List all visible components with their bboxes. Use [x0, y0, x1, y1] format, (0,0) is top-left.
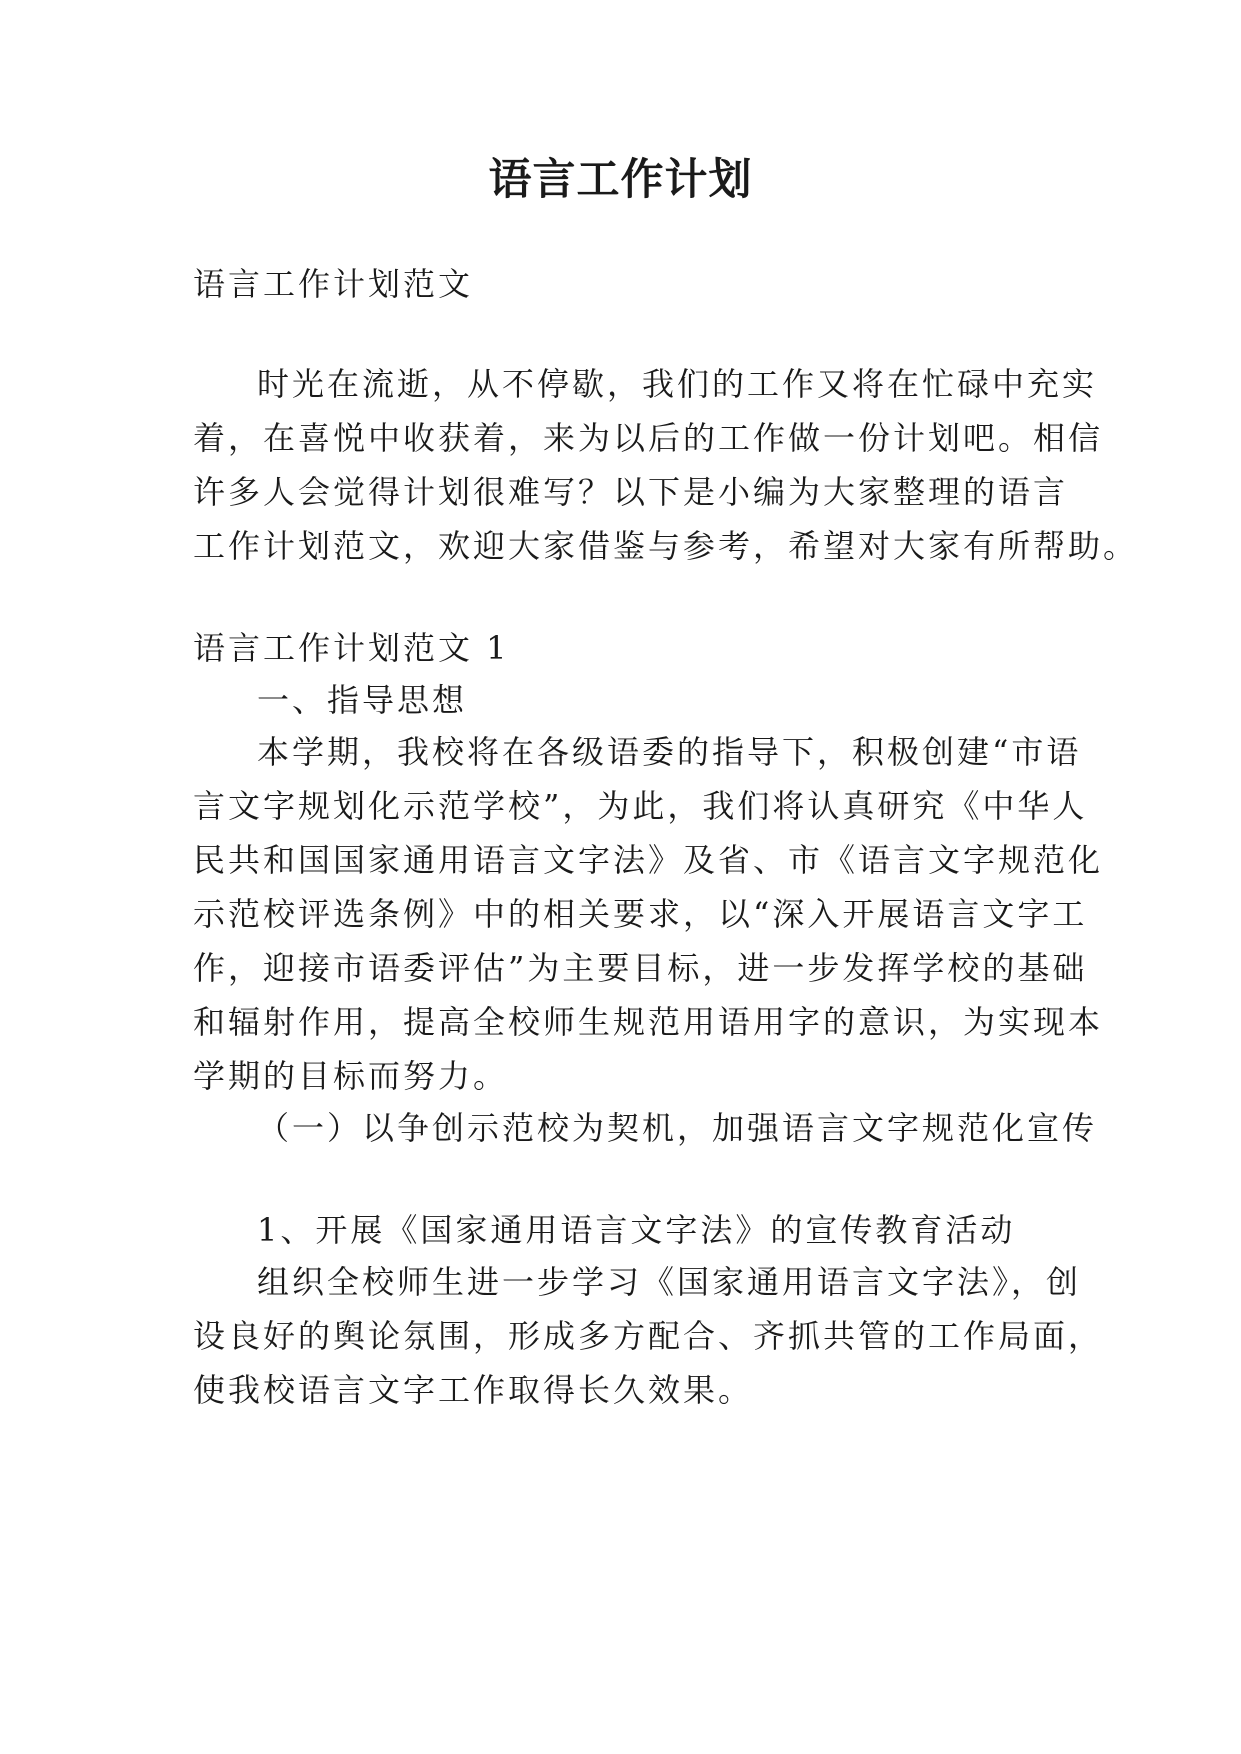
item-1-line-2: 设良好的舆论氛围，形成多方配合、齐抓共管的工作局面， [193, 1317, 1104, 1355]
intro-line-4: 工作计划范文，欢迎大家借鉴与参考，希望对大家有所帮助。 [193, 527, 1139, 565]
intro-line-3: 许多人会觉得计划很难写？以下是小编为大家整理的语言 [193, 473, 1069, 511]
heading-guiding-ideology: 一、指导思想 [257, 681, 468, 719]
body-line-1: 本学期，我校将在各级语委的指导下，积极创建“市语 [257, 733, 1082, 771]
body-line-7: 学期的目标而努力。 [193, 1057, 509, 1095]
document-subtitle: 语言工作计划范文 [193, 265, 474, 303]
body-line-3: 民共和国国家通用语言文字法》及省、市《语言文字规范化 [193, 841, 1104, 879]
document-title: 语言工作计划 [488, 155, 753, 205]
item-1-line-3: 使我校语言文字工作取得长久效果。 [193, 1371, 754, 1409]
body-line-4: 示范校评选条例》中的相关要求，以“深入开展语言文字工 [193, 895, 1088, 933]
body-line-6: 和辐射作用，提高全校师生规范用语用字的意识，为实现本 [193, 1003, 1104, 1041]
subheading-promotion: （一）以争创示范校为契机，加强语言文字规范化宣传 [257, 1109, 1098, 1147]
intro-line-1: 时光在流逝，从不停歇，我们的工作又将在忙碌中充实 [257, 365, 1098, 403]
item-1-line-1: 组织全校师生进一步学习《国家通用语言文字法》，创 [257, 1263, 1082, 1301]
body-line-5: 作，迎接市语委评估”为主要目标，进一步发挥学校的基础 [193, 949, 1088, 987]
intro-line-2: 着，在喜悦中收获着，来为以后的工作做一份计划吧。相信 [193, 419, 1104, 457]
item-1-title: 1、开展《国家通用语言文字法》的宣传教育活动 [257, 1211, 1016, 1249]
section-title: 语言工作计划范文 1 [193, 629, 510, 667]
body-line-2: 言文字规划化示范学校”，为此，我们将认真研究《中华人 [193, 787, 1088, 825]
